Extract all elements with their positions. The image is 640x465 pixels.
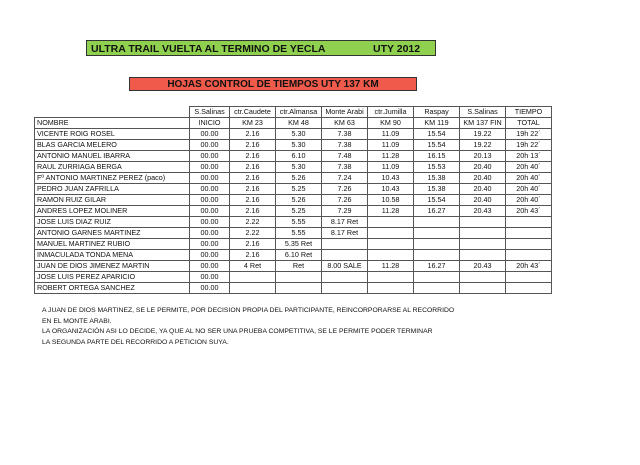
split-time	[460, 239, 506, 250]
split-time	[230, 272, 276, 283]
times-table	[34, 106, 552, 294]
split-time: 20h 40´	[506, 162, 552, 173]
checkpoint-name: S.Salinas	[190, 107, 230, 118]
split-time: Ret	[276, 261, 322, 272]
split-time: 2.16	[230, 206, 276, 217]
split-time: 5.30	[276, 162, 322, 173]
event-year: UTY 2012	[373, 43, 421, 55]
split-time	[414, 228, 460, 239]
split-time: 20h 13´	[506, 151, 552, 162]
split-time: 2.16	[230, 151, 276, 162]
split-time: 00.00	[190, 250, 230, 261]
split-time: 15.38	[414, 184, 460, 195]
name-column-header: NOMBRE	[35, 118, 190, 129]
checkpoint-row	[35, 107, 552, 118]
split-time: 5.35 Ret	[276, 239, 322, 250]
runner-row	[35, 272, 552, 283]
split-time: 11.28	[368, 206, 414, 217]
column-header: KM 63	[322, 118, 368, 129]
split-time: 10.43	[368, 173, 414, 184]
split-time: 20.43	[460, 206, 506, 217]
split-time: 15.54	[414, 195, 460, 206]
split-time: 2.22	[230, 228, 276, 239]
split-time	[368, 228, 414, 239]
checkpoint-name: S.Salinas	[460, 107, 506, 118]
split-time: 15.38	[414, 173, 460, 184]
runner-name: PEDRO JUAN ZAFRILLA	[35, 184, 190, 195]
checkpoint-name: Monte Arabi	[322, 107, 368, 118]
split-time: 20.40	[460, 195, 506, 206]
split-time	[368, 239, 414, 250]
split-time	[414, 217, 460, 228]
runner-name: RAMON RUIZ GILAR	[35, 195, 190, 206]
split-time: 11.09	[368, 129, 414, 140]
runner-row	[35, 151, 552, 162]
split-time: 00.00	[190, 228, 230, 239]
split-time: 2.16	[230, 162, 276, 173]
note-line: LA SEGUNDA PARTE DEL RECORRIDO A PETICION SUYA.	[42, 338, 229, 346]
split-time: 10.43	[368, 184, 414, 195]
split-time: 20h 40´	[506, 173, 552, 184]
runner-name: JOSE LUIS PEREZ APARICIO	[35, 272, 190, 283]
runner-row	[35, 195, 552, 206]
split-time	[368, 250, 414, 261]
note-line: A JUAN DE DIOS MARTINEZ, SE LE PERMITE, POR DECISION PROPIA DEL PARTICIPANTE, REINCORPORARSE AL RECORRIDO	[42, 307, 455, 314]
split-time: 00.00	[190, 140, 230, 151]
split-time: 4 Ret	[230, 261, 276, 272]
split-time: 5.30	[276, 129, 322, 140]
split-time	[506, 239, 552, 250]
split-time: 11.28	[368, 261, 414, 272]
notes-block	[42, 306, 454, 348]
split-time: 2.16	[230, 195, 276, 206]
split-time: 2.22	[230, 217, 276, 228]
note-line: EN EL MONTE ARABI.	[42, 317, 112, 325]
split-time	[230, 283, 276, 294]
runner-name: Fº ANTONIO MARTINEZ PEREZ (paco)	[35, 173, 190, 184]
split-time: 7.29	[322, 206, 368, 217]
split-time	[460, 250, 506, 261]
runner-row	[35, 129, 552, 140]
split-time: 00.00	[190, 151, 230, 162]
split-time: 6.10 Ret	[276, 250, 322, 261]
runner-name: INMACULADA TONDA MENA	[35, 250, 190, 261]
split-time	[368, 217, 414, 228]
runner-name: JOSE LUIS DIAZ RUIZ	[35, 217, 190, 228]
split-time: 20h 40´	[506, 195, 552, 206]
split-time	[368, 283, 414, 294]
runner-row	[35, 217, 552, 228]
event-title: ULTRA TRAIL VUELTA AL TERMINO DE YECLA	[91, 43, 326, 55]
split-time	[460, 272, 506, 283]
split-time: 00.00	[190, 239, 230, 250]
column-header: KM 137 FIN	[460, 118, 506, 129]
split-time: 11.09	[368, 140, 414, 151]
split-time: 00.00	[190, 283, 230, 294]
split-time: 7.48	[322, 151, 368, 162]
split-time	[368, 272, 414, 283]
split-time: 8.17 Ret	[322, 228, 368, 239]
checkpoint-name: TIEMPO	[506, 107, 552, 118]
split-time	[322, 250, 368, 261]
split-time	[460, 283, 506, 294]
runner-row	[35, 173, 552, 184]
split-time	[414, 239, 460, 250]
split-time: 2.16	[230, 173, 276, 184]
split-time: 20h 43´	[506, 261, 552, 272]
split-time: 00.00	[190, 272, 230, 283]
runner-name: ROBERT ORTEGA SANCHEZ	[35, 283, 190, 294]
runner-row	[35, 261, 552, 272]
split-time: 19h 22´	[506, 129, 552, 140]
split-time: 5.55	[276, 217, 322, 228]
split-time: 7.24	[322, 173, 368, 184]
column-header: KM 119	[414, 118, 460, 129]
note-line: LA ORGANIZACIÓN ASI LO DECIDE, YA QUE AL NO SER UNA PRUEBA COMPETITIVA, SE LE PERMITE PODER TERMINAR	[42, 328, 433, 335]
runner-row	[35, 239, 552, 250]
split-time	[276, 272, 322, 283]
split-time	[506, 283, 552, 294]
split-time: 15.54	[414, 129, 460, 140]
runner-name: RAUL ZURRIAGA BERGA	[35, 162, 190, 173]
split-time: 00.00	[190, 173, 230, 184]
column-header: KM 48	[276, 118, 322, 129]
split-time: 20.43	[460, 261, 506, 272]
split-time: 5.55	[276, 228, 322, 239]
split-time: 00.00	[190, 195, 230, 206]
split-time: 15.53	[414, 162, 460, 173]
column-header: KM 23	[230, 118, 276, 129]
checkpoint-name: Raspay	[414, 107, 460, 118]
split-time: 5.25	[276, 184, 322, 195]
blank-cell	[35, 107, 190, 118]
split-time	[506, 272, 552, 283]
split-time: 19.22	[460, 129, 506, 140]
split-time: 20.40	[460, 162, 506, 173]
split-time: 00.00	[190, 261, 230, 272]
split-time: 2.16	[230, 129, 276, 140]
split-time: 19h 22´	[506, 140, 552, 151]
checkpoint-name: ctr.Caudete	[230, 107, 276, 118]
checkpoint-name: ctr.Almansa	[276, 107, 322, 118]
runner-row	[35, 184, 552, 195]
split-time: 00.00	[190, 217, 230, 228]
split-time: 11.28	[368, 151, 414, 162]
split-time: 7.26	[322, 184, 368, 195]
runner-name: ANTONIO GARNES MARTINEZ	[35, 228, 190, 239]
split-time: 11.09	[368, 162, 414, 173]
split-time: 5.26	[276, 195, 322, 206]
split-time	[322, 283, 368, 294]
split-time: 00.00	[190, 184, 230, 195]
event-title-banner	[86, 40, 436, 56]
runner-name: JUAN DE DIOS JIMENEZ MARTIN	[35, 261, 190, 272]
split-time: 00.00	[190, 206, 230, 217]
split-time: 10.58	[368, 195, 414, 206]
split-time: 20.40	[460, 173, 506, 184]
runner-name: VICENTE ROIG ROSEL	[35, 129, 190, 140]
runner-row	[35, 250, 552, 261]
split-time	[414, 250, 460, 261]
split-time: 20.13	[460, 151, 506, 162]
split-time	[276, 283, 322, 294]
checkpoint-name: ctr.Jumilla	[368, 107, 414, 118]
split-time: 5.26	[276, 173, 322, 184]
split-time: 20h 40´	[506, 184, 552, 195]
split-time: 5.30	[276, 140, 322, 151]
split-time	[460, 217, 506, 228]
split-time: 2.16	[230, 250, 276, 261]
runner-row	[35, 206, 552, 217]
header-row	[35, 118, 552, 129]
split-time	[460, 228, 506, 239]
split-time: 00.00	[190, 129, 230, 140]
split-time: 20h 43´	[506, 206, 552, 217]
runner-name: ANTONIO MANUEL IBARRA	[35, 151, 190, 162]
split-time: 6.10	[276, 151, 322, 162]
split-time	[506, 217, 552, 228]
runner-name: MANUEL MARTINEZ RUBIO	[35, 239, 190, 250]
runner-row	[35, 162, 552, 173]
split-time: 5.25	[276, 206, 322, 217]
column-header: INICIO	[190, 118, 230, 129]
runner-row	[35, 283, 552, 294]
split-time	[414, 283, 460, 294]
split-time: 15.54	[414, 140, 460, 151]
split-time: 7.26	[322, 195, 368, 206]
split-time	[414, 272, 460, 283]
split-time: 7.38	[322, 162, 368, 173]
split-time: 7.38	[322, 140, 368, 151]
split-time: 2.16	[230, 239, 276, 250]
runner-name: ANDRES LOPEZ MOLINER	[35, 206, 190, 217]
split-time	[322, 272, 368, 283]
split-time	[506, 250, 552, 261]
split-time: 00.00	[190, 162, 230, 173]
runner-row	[35, 228, 552, 239]
split-time: 8.17 Ret	[322, 217, 368, 228]
times-table-body	[35, 107, 552, 294]
split-time: 20.40	[460, 184, 506, 195]
split-time: 2.16	[230, 140, 276, 151]
column-header: TOTAL	[506, 118, 552, 129]
split-time	[322, 239, 368, 250]
split-time: 7.38	[322, 129, 368, 140]
split-time: 16.15	[414, 151, 460, 162]
split-time: 16.27	[414, 261, 460, 272]
control-sheet-title: HOJAS CONTROL DE TIEMPOS UTY 137 KM	[129, 77, 417, 91]
column-header: KM 90	[368, 118, 414, 129]
split-time: 16.27	[414, 206, 460, 217]
split-time: 19.22	[460, 140, 506, 151]
split-time	[506, 228, 552, 239]
split-time: 8.00 SALE	[322, 261, 368, 272]
split-time: 2.16	[230, 184, 276, 195]
runner-name: BLAS GARCIA MELERO	[35, 140, 190, 151]
runner-row	[35, 140, 552, 151]
